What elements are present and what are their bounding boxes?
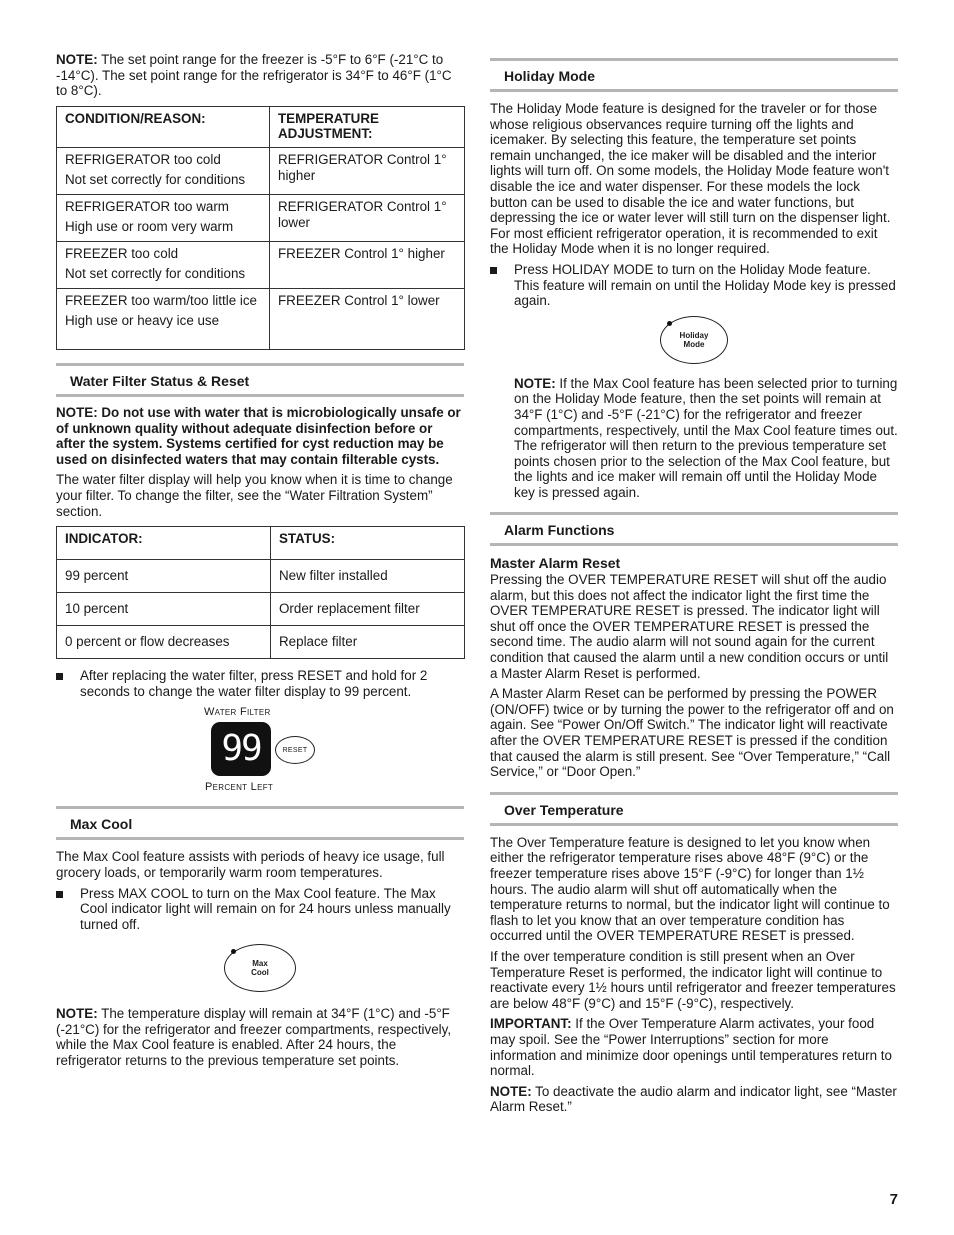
table-header-row [57,106,465,147]
table-header: INDICATOR: [57,527,271,560]
water-filter-label: Water Filter [204,706,271,719]
right-column [490,58,898,1120]
section-heading-holiday-mode: Holiday Mode [490,58,898,92]
table-cell: Replace filter [271,626,465,659]
table-row [57,560,465,593]
note-text: If the Max Cool feature has been selected prior to turning on the Holiday Mode feature, then the set points will remain at 34°F (1°C) and -5°F (-21°C) for the refrigerator and freezer compartments, respectively, until the Max Cool feature times out. The refrigerator will then return to the previous temperature set points chosen prior to the selection of the Max Cool feature, but the lights and ice maker will remain off until the Holiday Mode key is pressed again. [514,375,898,500]
table-cell: REFRIGERATOR Control 1° higher [270,147,465,194]
table-row [57,147,465,194]
table-cell [57,241,270,288]
water-warning: NOTE: Do not use with water that is microbiologically unsafe or of unknown quality without adequate disinfection before or after the system. Systems certified for cyst reduction may be used on disinfected waters that may contain filterable cysts. [56,404,461,467]
table-cell [57,194,270,241]
final-note [490,1084,898,1115]
max-cool-note [56,1006,464,1068]
table-cell: New filter installed [271,560,465,593]
condition-text: REFRIGERATOR too cold [65,151,221,167]
important-label: IMPORTANT: [490,1016,572,1032]
bullet-text: Press MAX COOL to turn on the Max Cool feature. The Max Cool indicator light will remain on for 24 hours unless manually turned off. [80,885,451,932]
table-header: STATUS: [271,527,465,560]
bullet-icon [56,673,63,680]
button-line: Holiday [679,330,709,340]
table-cell: FREEZER Control 1° lower [270,288,465,349]
section-heading-water-filter: Water Filter Status & Reset [56,363,464,397]
over-temp-paragraph: If the over temperature condition is still present when an Over Temperature Reset is performed, the indicator light will continue to reactivate every 1½ hours until refrigerator and freezer temperatures are below 48°F (9°C) and 15°F (-9°C), respectively. [490,948,896,1011]
table-cell: REFRIGERATOR Control 1° lower [270,194,465,241]
button-line: Cool [251,968,269,978]
table-cell: FREEZER Control 1° higher [270,241,465,288]
reason-text: High use or heavy ice use [65,312,220,328]
note-label: NOTE: [56,1006,98,1022]
reason-text: Not set correctly for conditions [65,265,246,281]
table-row [57,593,465,626]
note-label: NOTE: [56,52,98,67]
condition-text: REFRIGERATOR too warm [65,198,229,214]
max-cool-bullet [56,886,464,933]
reset-button[interactable] [275,736,315,764]
important-text: If the Over Temperature Alarm activates, your food may spoil. See the “Power Interruptions” section for more information and minimize door openings until temperatures return to normal. [490,1016,892,1079]
reason-text: High use or room very warm [65,218,234,234]
condition-text: FREEZER too cold [65,245,179,261]
max-cool-button-figure [56,938,464,1006]
water-filter-panel [56,705,464,803]
table-header-row [57,527,465,560]
table-cell: 10 percent [57,593,271,626]
table-header: CONDITION/REASON: [57,106,270,147]
note-text: The temperature display will remain at 34°F (1°C) and -5°F (-21°C) for the refrigerator and freezer compartments, respectively, while the Max Cool feature is enabled. After 24 hours, the refrigerator returns to the previous temperature set points. [56,1006,452,1069]
section-heading-over-temperature: Over Temperature [490,792,898,826]
table-row [57,241,465,288]
bullet-icon [490,267,497,274]
filter-status-table [56,526,465,659]
table-cell [57,288,270,349]
percent-left-label: Percent Left [205,781,274,794]
important-note [490,1016,898,1078]
condition-text: FREEZER too warm/too little ice [65,292,257,308]
master-reset-paragraph: Pressing the OVER TEMPERATURE RESET will shut off the audio alarm, but this does not affect the indicator light the first time the OVER TEMPERATURE RESET is pressed. The indicator light will shut off once the OVER TEMPERATURE RESET is pressed the second time. The audio alarm will not sound again for the current condition that caused the alarm until a new condition occurs or until a Master Alarm Reset is performed. [490,572,889,681]
section-heading-max-cool: Max Cool [56,806,464,840]
master-reset-paragraph: A Master Alarm Reset can be performed by pressing the POWER (ON/OFF) twice or by turning the power to the refrigerator off and on again. See “Power On/Off Switch.” The indicator light will reactivate after the OVER TEMPERATURE RESET is pressed if the condition that caused the alarm is still present. See “Over Temperature,” “Call Service,” or “Door Open.” [490,686,894,780]
water-intro: The water filter display will help you know when it is time to change your filter. To change the filter, see the “Water Filtration System” section. [56,472,453,519]
bullet-icon [56,891,63,898]
over-temp-paragraph: The Over Temperature feature is designed to let you know when either the refrigerator temperature rises above 48°F (9°C) or the freezer temperature rises above 15°F (-9°C) for longer than 1½ hours. The audio alarm will shut off automatically when the temperature returns to normal, but the indicator light will continue to flash to let you know that an over temperature condition has occurred until the OVER TEMPERATURE RESET is pressed. [490,834,890,944]
temperature-adjustment-table [56,106,465,350]
page-number: 7 [889,1191,898,1208]
reset-label: RESET [282,746,308,754]
holiday-mode-button-label [680,331,709,349]
holiday-bullet [490,262,898,309]
reason-text: Not set correctly for conditions [65,171,246,187]
max-cool-button-label [251,959,269,977]
table-row [57,288,465,349]
holiday-mode-button[interactable] [660,316,728,364]
left-column [56,52,464,1074]
note-label: NOTE: [490,1083,532,1099]
bullet-text: After replacing the water filter, press RESET and hold for 2 seconds to change the water filter display to 99 percent. [80,668,428,699]
button-line: Mode [683,339,705,349]
indicator-light-icon [667,321,672,326]
table-header: TEMPERATURE ADJUSTMENT: [270,106,465,147]
filter-display [211,722,271,776]
table-cell [57,147,270,194]
max-cool-intro: The Max Cool feature assists with periods of heavy ice usage, full grocery loads, or temporarily warm room temperatures. [56,849,445,880]
table-cell: 0 percent or flow decreases [57,626,271,659]
note-text: To deactivate the audio alarm and indicator light, see “Master Alarm Reset.” [490,1083,897,1115]
setpoint-note [56,52,464,99]
table-cell: Order replacement filter [271,593,465,626]
table-row [57,194,465,241]
master-alarm-reset-title: Master Alarm Reset [490,555,621,572]
table-row [57,626,465,659]
holiday-button-figure [490,315,898,376]
section-heading-alarm-functions: Alarm Functions [490,512,898,546]
filter-percent-digits: 99 [221,728,261,770]
filter-reset-bullet [56,668,464,699]
holiday-note [490,376,898,501]
max-cool-button[interactable] [224,944,296,992]
indicator-light-icon [231,949,236,954]
button-line: Max [252,959,268,969]
bullet-text: Press HOLIDAY MODE to turn on the Holiday Mode feature. This feature will remain on until the Holiday Mode key is pressed again. [514,261,896,309]
note-label: NOTE: [514,375,556,391]
note-text: The set point range for the freezer is -5°F to 6°F (-21°C to -14°C). The set point range for the refrigerator is 34°F to 46°F (1°C to 8°C). [56,52,452,99]
holiday-intro: The Holiday Mode feature is designed for the traveler or for those whose religious observances require turning off the lights and icemaker. By selecting this feature, the temperature set points remain unchanged, the ice maker will be disabled and the interior lights will turn off. On some models, the Holiday Mode feature won't disable the ice and water dispenser. For these models the lock button can be used to disable the ice and water functions, but depressing the ice or water lever will still turn on the dispenser light. For most efficient refrigerator operation, it is recommended to exit the Holiday Mode when it is no longer required. [490,101,891,257]
table-cell: 99 percent [57,560,271,593]
